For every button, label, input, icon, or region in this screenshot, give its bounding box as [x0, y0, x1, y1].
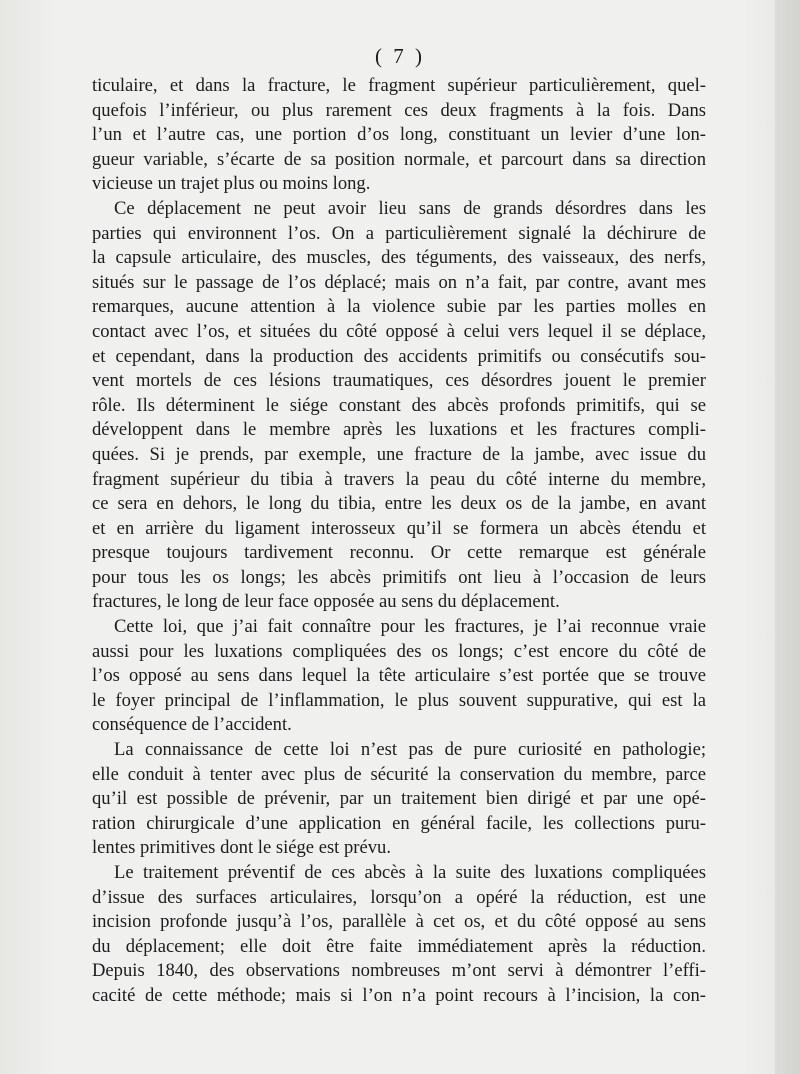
text-line: vent mortels de ces lésions traumatiques, ces désordres jouent le premier: [92, 370, 706, 392]
paragraph-5: [92, 861, 706, 1009]
text-line: gueur variable, s’écarte de sa position normale, et parcourt dans sa direction: [92, 148, 706, 170]
text-line: développent dans le membre après les luxations et les fractures compli-: [92, 419, 706, 441]
text-line: pour tous les os longs; les abcès primitifs ont lieu à l’occasion de leurs: [92, 566, 706, 588]
text-line: contact avec l’os, et situées du côté opposé à celui vers lequel il se déplace,: [92, 320, 706, 342]
text-line: aussi pour les luxations compliquées des os longs; c’est encore du côté de: [92, 640, 706, 662]
text-line: La connaissance de cette loi n’est pas de pure curiosité en pathologie;: [114, 739, 706, 761]
text-line: qu’il est possible de prévenir, par un traitement bien dirigé et par une opé-: [92, 788, 706, 810]
body-text: [92, 74, 706, 1009]
text-line: fragment supérieur du tibia à travers la peau du côté interne du membre,: [92, 468, 706, 490]
text-line: cacité de cette méthode; mais si l’on n’a point recours à l’incision, la con-: [92, 984, 706, 1006]
text-line: et cependant, dans la production des accidents primitifs ou consécutifs sou-: [92, 345, 706, 367]
text-line: incision profonde jusqu’à l’os, parallèle à cet os, et du côté opposé au sens: [92, 911, 706, 933]
text-line: elle conduit à tenter avec plus de sécurité la conservation du membre, parce: [92, 763, 706, 785]
text-line: Le traitement préventif de ces abcès à la suite des luxations compliquées: [114, 862, 706, 883]
paragraph-2: [92, 197, 706, 615]
text-line: rôle. Ils déterminent le siége constant des abcès profonds primitifs, qui se: [92, 394, 706, 416]
text-line: quées. Si je prends, par exemple, une fracture de la jambe, avec issue du: [92, 443, 706, 465]
text-line: du déplacement; elle doit être faite immédiatement après la réduction.: [92, 935, 706, 957]
text-line: le foyer principal de l’inflammation, le plus souvent suppurative, qui est la: [92, 689, 706, 711]
text-line: ticulaire, et dans la fracture, le fragment supérieur particulièrement, quel-: [92, 75, 706, 96]
paragraph-3: [92, 615, 706, 738]
text-line: Ce déplacement ne peut avoir lieu sans de grands désordres dans les: [114, 197, 706, 219]
text-line: conséquence de l’accident.: [92, 714, 292, 736]
text-line: situés sur le passage de l’os déplacé; mais on n’a fait, par contre, avant mes: [92, 271, 706, 293]
text-line: l’un et l’autre cas, une portion d’os long, constituant un levier d’une lon-: [92, 124, 706, 146]
text-line: ration chirurgicale d’une application en général facile, les collections puru-: [92, 812, 706, 834]
text-line: ce sera en dehors, le long du tibia, entre les deux os de la jambe, en avant: [92, 493, 706, 515]
text-line: parties qui environnent l’os. On a particulièrement signalé la déchirure de: [92, 222, 706, 244]
text-line: la capsule articulaire, des muscles, des téguments, des vaisseaux, des nerfs,: [92, 247, 706, 269]
text-line: quefois l’inférieur, ou plus rarement ces deux fragments à la fois. Dans: [92, 99, 706, 121]
text-line: d’issue des surfaces articulaires, lorsqu’on a opéré la réduction, est une: [92, 886, 706, 908]
text-line: vicieuse un trajet plus ou moins long.: [92, 173, 371, 195]
text-line: lentes primitives dont le siége est prévu.: [92, 837, 391, 859]
paragraph-1: [92, 74, 706, 197]
text-line: presque toujours tardivement reconnu. Or cette remarque est générale: [92, 542, 706, 564]
text-line: Cette loi, que j’ai fait connaître pour les fractures, je l’ai reconnue vraie: [114, 616, 706, 638]
text-line: Depuis 1840, des observations nombreuses m’ont servi à démontrer l’effi-: [92, 960, 706, 982]
page-number: ( 7 ): [375, 44, 425, 68]
page-edge-shadow: [775, 0, 800, 1074]
text-line: l’os opposé au sens dans lequel la tête articulaire s’est portée que se trouve: [92, 665, 706, 687]
text-line: remarques, aucune attention à la violence subie par les parties molles en: [92, 296, 706, 318]
paragraph-4: [92, 738, 706, 861]
text-line: et en arrière du ligament interosseux qu’il se formera un abcès étendu et: [92, 517, 706, 539]
text-line: fractures, le long de leur face opposée au sens du déplacement.: [92, 591, 560, 613]
